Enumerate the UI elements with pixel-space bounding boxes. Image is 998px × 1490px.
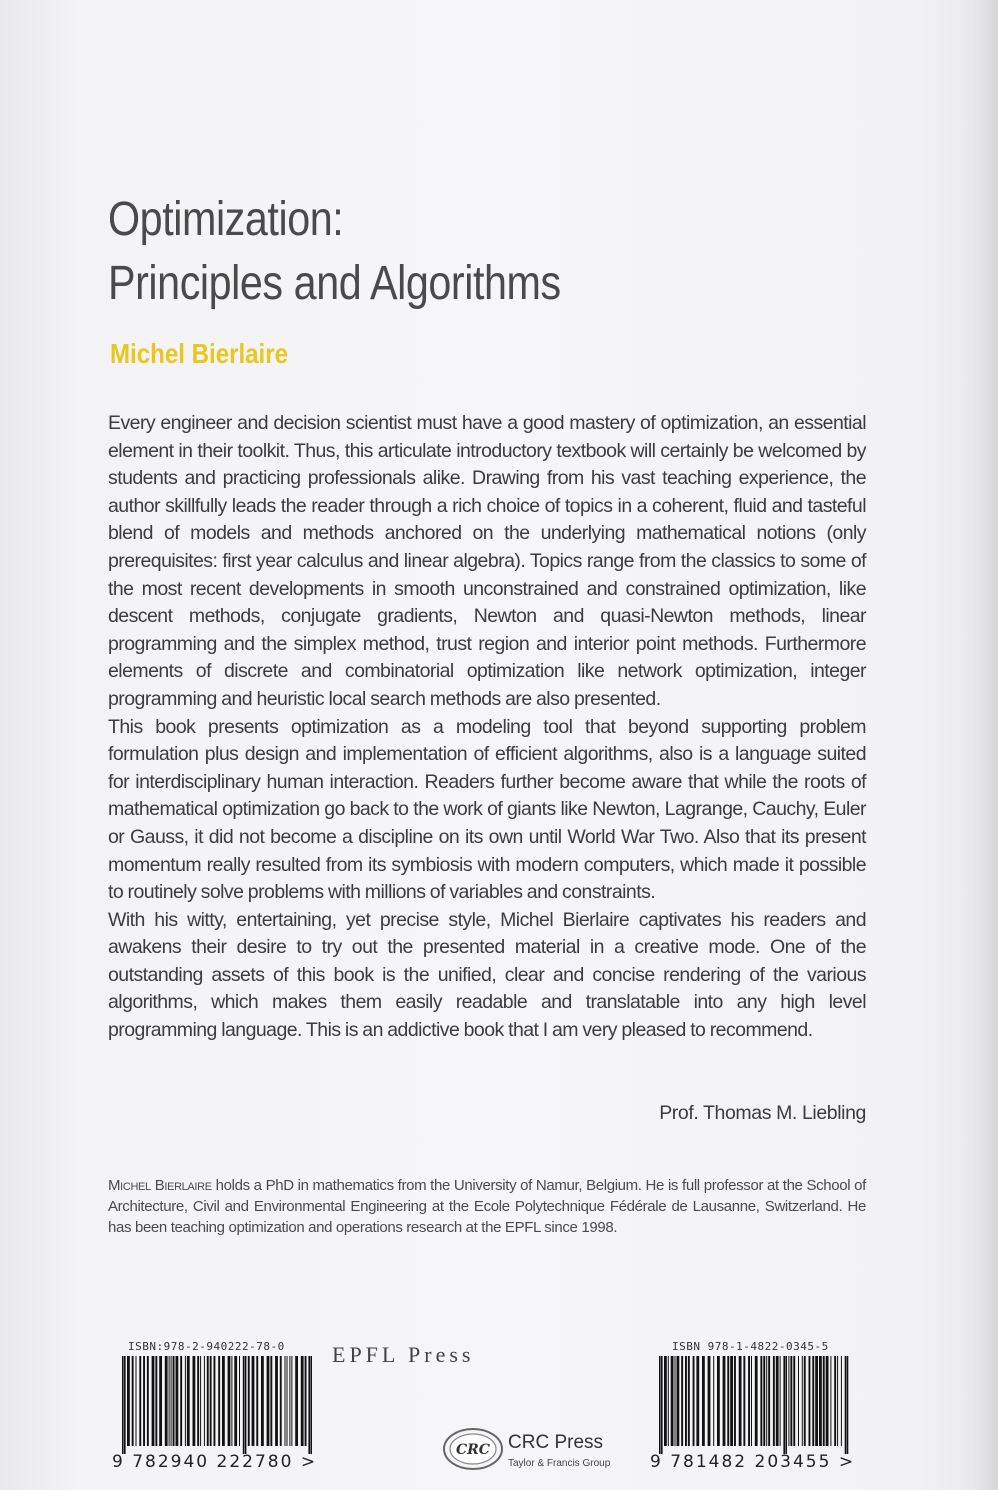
isbn-left-label: ISBN:978-2-940222-78-0 <box>128 1340 285 1353</box>
barcode-bar <box>780 1356 781 1446</box>
barcode-bar <box>280 1356 282 1446</box>
page-edge-shadow <box>970 0 998 1490</box>
barcode-bar <box>243 1356 245 1454</box>
barcode-bar <box>751 1356 752 1446</box>
barcode-bar <box>834 1356 836 1446</box>
book-title <box>108 188 561 316</box>
barcode-bar <box>289 1356 290 1446</box>
barcode-bar <box>310 1356 312 1454</box>
barcode-bar <box>755 1356 758 1446</box>
barcode-bar <box>804 1356 806 1446</box>
crc-logo-text: CRC <box>456 1442 490 1458</box>
barcode-bar <box>847 1356 849 1454</box>
barcode-bar <box>713 1356 714 1446</box>
book-author: Michel Bierlaire <box>110 338 289 369</box>
barcode-bar <box>152 1356 155 1446</box>
barcode-bar <box>661 1356 663 1454</box>
barcode-bar <box>245 1356 247 1454</box>
barcode-bar <box>788 1356 789 1446</box>
crc-press-logo-icon <box>442 1427 504 1471</box>
barcode-bar <box>766 1356 767 1446</box>
barcode-bar <box>256 1356 258 1446</box>
blurb-text <box>108 410 866 1045</box>
barcode-bar <box>668 1356 669 1446</box>
barcode-bar <box>717 1356 720 1446</box>
barcode-bar <box>685 1356 687 1446</box>
book-title-line-2: Principles and Algorithms <box>108 257 561 310</box>
isbn-right-label: ISBN 978-1-4822-0345-5 <box>672 1340 829 1353</box>
barcode-bar <box>252 1356 255 1446</box>
barcode-bar <box>785 1356 787 1454</box>
barcode-bar <box>664 1356 667 1446</box>
barcode-bar <box>798 1356 799 1446</box>
barcode-bar <box>222 1356 225 1446</box>
barcode-bar <box>127 1356 130 1446</box>
barcode-left <box>118 1356 318 1454</box>
barcode-bar <box>677 1356 680 1446</box>
author-bio <box>108 1175 866 1238</box>
barcode-right-digits: 9 781482 203455 > <box>650 1452 856 1472</box>
barcode-bar <box>760 1356 762 1446</box>
barcode-bar <box>812 1356 814 1446</box>
blurb-paragraph-2: This book presents optimization as a modeling tool that beyond supporting problem formulation plus design and implementation of efficient algorithms, also is a language suited for interdisciplinary human interaction. Readers further become aware that while the roots of mathematical optimization go back to the work of giants like Newton, Lagrange, Cauchy, Euler or Gauss, it did not become a discipline on its own until World War Two. Also that its present momentum really resulted from its symbiosis with modern computers, which made it possible to routinely solve problems with millions of variables and constraints. <box>108 715 866 904</box>
barcode-bar <box>275 1356 278 1446</box>
barcode-bar <box>295 1356 298 1446</box>
barcode-bar <box>301 1356 304 1446</box>
barcode-bar <box>173 1356 175 1446</box>
barcode-bar <box>291 1356 292 1446</box>
barcode-bar <box>793 1356 795 1446</box>
barcode-bar <box>823 1356 825 1446</box>
barcode-bar <box>239 1356 240 1446</box>
barcode-bar <box>734 1356 736 1446</box>
barcode-bar <box>815 1356 818 1446</box>
barcode-bar <box>696 1356 699 1446</box>
blurb-paragraph-1: Every engineer and decision scientist must have a good mastery of optimization, an essential element in their toolkit. Thus, this articulate introductory textbook will certainly be welcomed by students and practicing professionals alike. Drawing from his vast teaching experience, the author skillfully leads the reader through a rich choice of topics in a coherent, fluid and tasteful blend of models and methods anchored on the underlying mathematical notions (only prerequisites: first year calculus and linear algebra). Topics range from the classics to some of the most recent developments in smooth unconstrained and constrained optimization, like descent methods, conjugate gradients, Newton and quasi-Newton methods, linear programming and the simplex method, trust region and interior point methods. Furthermore elements of discrete and combinatorial optimization like network optimization, integer programming and heuristic local search methods are also presented. <box>108 412 866 710</box>
barcode-bar <box>122 1356 124 1454</box>
epfl-press-logo: EPFL Press <box>332 1342 475 1367</box>
barcode-right <box>655 1356 855 1454</box>
barcode-bar <box>139 1356 141 1446</box>
barcode-bar <box>671 1356 674 1446</box>
barcode-bar <box>763 1356 765 1446</box>
barcode-bar <box>159 1356 162 1446</box>
barcode-bar <box>204 1356 205 1446</box>
barcode-bar <box>837 1356 838 1446</box>
barcode-bar <box>845 1356 847 1454</box>
barcode-bar <box>773 1356 775 1446</box>
barcode-bar <box>783 1356 785 1454</box>
barcode-bar <box>675 1356 676 1446</box>
barcode-bar <box>693 1356 695 1446</box>
barcode-bar <box>841 1356 842 1446</box>
barcode-bar <box>147 1356 149 1446</box>
barcode-bar <box>234 1356 237 1446</box>
barcode-bar <box>287 1356 288 1446</box>
barcode-bar <box>305 1356 307 1446</box>
barcode-bar <box>802 1356 803 1446</box>
barcode-bar <box>270 1356 272 1446</box>
barcode-bar <box>124 1356 126 1454</box>
barcode-bar <box>197 1356 199 1446</box>
barcode-left-digits: 9 782940 222780 > <box>112 1452 318 1472</box>
barcode-bar <box>210 1356 212 1446</box>
barcode-bar <box>790 1356 792 1446</box>
endorsement-signature: Prof. Thomas M. Liebling <box>659 1102 866 1124</box>
blurb-paragraph-3: With his witty, entertaining, yet precise style, Michel Bierlaire captivates his readers and awakens their desire to try out the presented material in a creative mode. One of the outstanding assets of this book is the unified, clear and concise rendering of the various algorithms, which makes them easily readable and translatable into any high level programming language. This is an addictive book that I am very pleased to recommend. <box>108 908 866 1042</box>
barcode-bar <box>228 1356 231 1446</box>
barcode-bar <box>308 1356 310 1454</box>
barcode-bar <box>708 1356 711 1446</box>
barcode-bar <box>727 1356 729 1446</box>
barcode-bar <box>659 1356 661 1454</box>
barcode-bar <box>730 1356 733 1446</box>
book-title-line-1: Optimization: <box>108 193 344 246</box>
barcode-bar <box>776 1356 779 1446</box>
barcode-bar <box>702 1356 705 1446</box>
barcode-bar <box>819 1356 822 1446</box>
barcode-bar <box>267 1356 270 1446</box>
barcode-bar <box>155 1356 157 1446</box>
barcode-bar <box>187 1356 190 1446</box>
barcode-bar <box>748 1356 750 1446</box>
barcode-bar <box>214 1356 216 1446</box>
barcode-bar <box>826 1356 829 1446</box>
barcode-bar <box>743 1356 745 1446</box>
barcode-bar <box>285 1356 286 1446</box>
barcode-bar <box>248 1356 250 1446</box>
barcode-bar <box>176 1356 179 1446</box>
barcode-bar <box>231 1356 232 1446</box>
barcode-bar <box>739 1356 742 1446</box>
barcode-bar <box>768 1356 770 1446</box>
barcode-bar <box>688 1356 690 1446</box>
barcode-bar <box>681 1356 683 1446</box>
barcode-bar <box>200 1356 201 1446</box>
barcode-bar <box>136 1356 137 1446</box>
barcode-bar <box>132 1356 134 1446</box>
crc-press-name: CRC Press <box>508 1432 604 1453</box>
crc-press-subtitle: Taylor & Francis Group <box>508 1458 611 1469</box>
barcode-bar <box>193 1356 196 1446</box>
barcode-bar <box>143 1356 145 1446</box>
barcode-bar <box>723 1356 726 1446</box>
barcode-bar <box>180 1356 182 1446</box>
barcode-bar <box>185 1356 186 1446</box>
barcode-bar <box>165 1356 168 1446</box>
author-bio-name: Michel Bierlaire <box>108 1177 212 1194</box>
barcode-bar <box>171 1356 172 1446</box>
barcode-bar <box>830 1356 831 1446</box>
barcode-bar <box>809 1356 811 1446</box>
barcode-bar <box>169 1356 170 1446</box>
barcode-bar <box>207 1356 209 1446</box>
barcode-bar <box>218 1356 220 1446</box>
author-bio-text: holds a PhD in mathematics from the University of Namur, Belgium. He is full professor at the School of Architecture, Civil and Environmental Engineering at the Ecole Polytechnique Fédérale de Lausanne, Switzerland. He has been teaching optimization and operations research at the EPFL since 1998. <box>108 1177 866 1236</box>
barcode-bar <box>261 1356 264 1446</box>
